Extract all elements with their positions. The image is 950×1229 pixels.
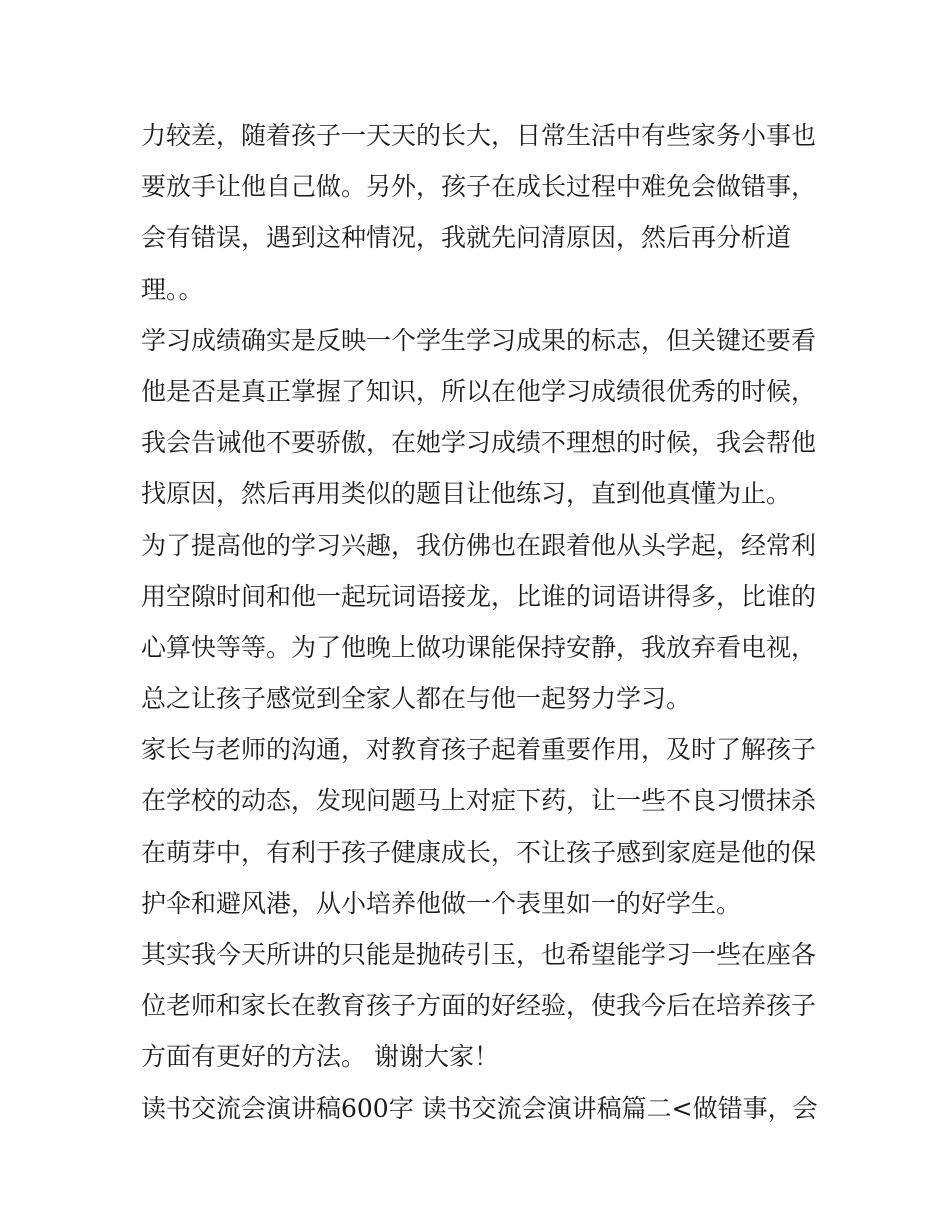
text-line-7: 我会告诫他不要骄傲，在她学习成绩不理想的时候，我会帮他: [141, 428, 817, 458]
text-line-12: 总之让孩子感觉到全家人都在与他一起努力学习。: [141, 684, 692, 714]
text-line-19: 方面有更好的方法。 谢谢大家！: [141, 1042, 499, 1072]
text-line-17: 其实我今天所讲的只能是抛砖引玉，也希望能学习一些在座各: [141, 940, 817, 969]
text-line-18: 位老师和家长在教育孩子方面的好经验，使我今后在培养孩子: [141, 991, 817, 1021]
text-line-8: 找原因，然后再用类似的题目让他练习，直到他真懂为止。: [141, 479, 792, 509]
text-line-2: 要放手让他自己做。另外，孩子在成长过程中难免会做错事，: [141, 172, 817, 202]
text-line-16: 护伞和避风港，从小培养他做一个表里如一的好学生。: [141, 888, 742, 918]
text-line-1: 力较差，随着孩子一天天的长大，日常生活中有些家务小事也: [141, 121, 817, 150]
text-line-10: 用空隙时间和他一起玩词语接龙，比谁的词语讲得多，比谁的: [141, 581, 817, 611]
text-line-15: 在萌芽中，有利于孩子健康成长，不让孩子感到家庭是他的保: [141, 837, 817, 867]
text-line-20: 读书交流会演讲稿600字 读书交流会演讲稿篇二<做错事，会: [141, 1093, 818, 1123]
text-line-5: 学习成绩确实是反映一个学生学习成果的标志，但关键还要看: [141, 325, 817, 355]
text-line-11: 心算快等等。为了他晚上做功课能保持安静，我放弃看电视，: [141, 632, 817, 662]
text-line-6: 他是否是真正掌握了知识，所以在他学习成绩很优秀的时候，: [141, 376, 817, 406]
text-line-4: 理。。: [141, 274, 204, 304]
text-line-13: 家长与老师的沟通，对教育孩子起着重要作用，及时了解孩子: [141, 735, 817, 765]
text-line-14: 在学校的动态，发现问题马上对症下药，让一些不良习惯抹杀: [141, 786, 817, 816]
text-line-3: 会有错误，遇到这种情况，我就先问清原因，然后再分析道: [141, 223, 792, 253]
document-body: [141, 110, 821, 1134]
text-line-9: 为了提高他的学习兴趣，我仿佛也在跟着他从头学起，经常利: [141, 530, 817, 560]
